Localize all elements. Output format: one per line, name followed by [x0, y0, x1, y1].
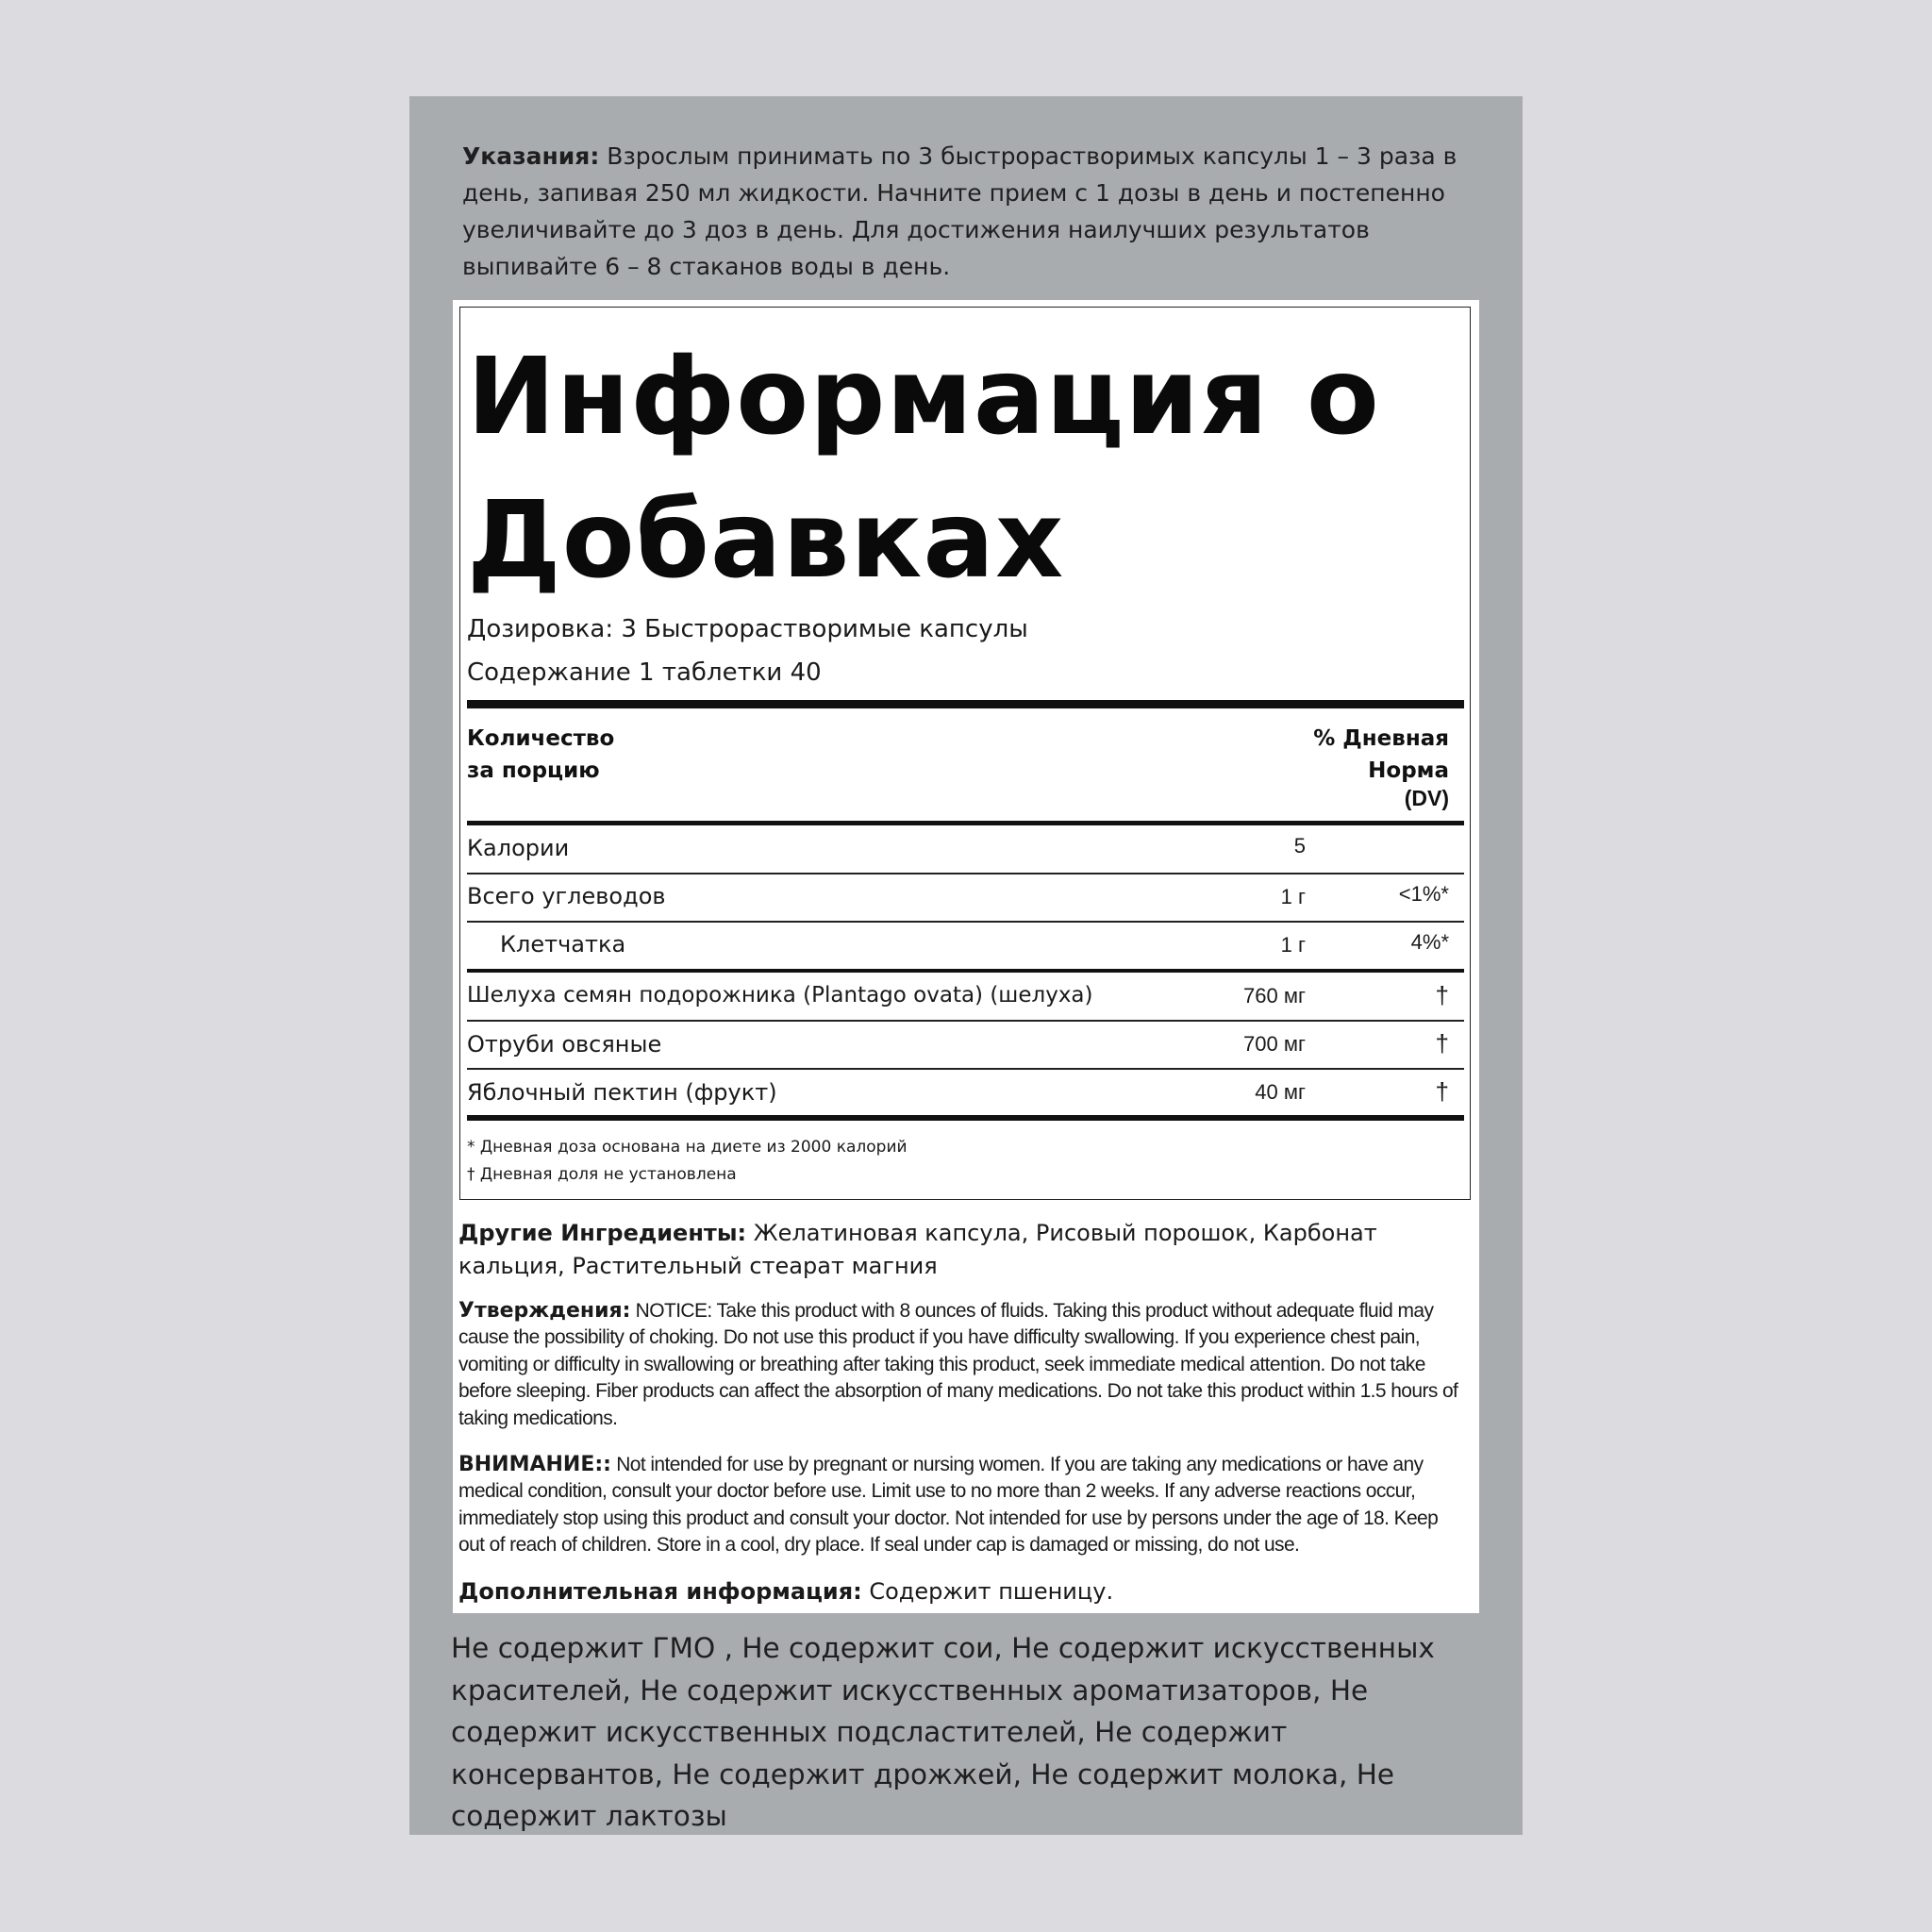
- row-divider: [467, 1020, 1464, 1022]
- section-rule: [467, 969, 1464, 973]
- ingredient-amount: 40 мг: [1255, 1080, 1306, 1104]
- row-divider: [467, 921, 1464, 923]
- serving-size: Дозировка: 3 Быстрорастворимые капсулы: [467, 615, 1028, 643]
- nutrient-amount: 5: [1293, 834, 1306, 858]
- ingredient-name: Яблочный пектин (фрукт): [467, 1079, 777, 1106]
- facts-title-line2: Добавках: [467, 479, 1065, 602]
- ingredient-dv: †: [1435, 981, 1449, 1009]
- other-ingredients-body: Желатиновая капсула, Рисовый порошок, Карбонат кальция, Растительный стеарат магния: [458, 1220, 1377, 1279]
- dv-header-line3: (DV): [1404, 786, 1449, 810]
- nutrient-name: Всего углеводов: [467, 883, 666, 909]
- other-ingredients-label: Другие Ингредиенты:: [458, 1220, 747, 1246]
- dv-header: [1313, 723, 1449, 809]
- nutrient-name: Калории: [467, 835, 570, 861]
- nutrient-amount: 1 г: [1280, 885, 1306, 908]
- ingredient-dv: †: [1435, 1077, 1449, 1106]
- dv-header-line2: Норма: [1368, 758, 1449, 783]
- facts-title: [467, 325, 1467, 612]
- servings-per-container: Содержание 1 таблетки 40: [467, 658, 822, 687]
- thick-rule: [467, 1115, 1464, 1121]
- footnote-dagger: † Дневная доля не установлена: [467, 1165, 737, 1184]
- ingredient-amount: 700 мг: [1243, 1032, 1306, 1056]
- nutrient-dv: 4%*: [1410, 930, 1449, 954]
- other-ingredients: [458, 1217, 1468, 1283]
- amount-header: [467, 723, 614, 787]
- warning: [458, 1452, 1468, 1559]
- amount-header-line1: Количество: [467, 726, 615, 751]
- facts-title-line1: Информация о: [467, 336, 1380, 458]
- medium-rule: [467, 821, 1464, 825]
- nutrient-amount: 1 г: [1280, 933, 1306, 957]
- warning-body: Not intended for use by pregnant or nursing women. If you are taking any medications or have any medical condition, consult your doctor before use. Limit use to no more than 2 weeks. If any adverse reactions occur, immediately stop using this product and consult your doctor. Not intended for use by persons under the age of 18. Keep out of reach of children. Store in a cool, dry place. If seal under cap is damaged or missing, do not use.: [458, 1454, 1439, 1557]
- nutrient-dv: <1%*: [1398, 882, 1449, 906]
- claims-label: Утверждения:: [458, 1299, 631, 1323]
- amount-header-line2: за порцию: [467, 758, 600, 783]
- additional-info-body: Содержит пшеницу.: [861, 1578, 1114, 1605]
- ingredient-name: Шелуха семян подорожника (Plantago ovata) (шелуха): [467, 983, 1093, 1008]
- footnote-daily-value: * Дневная доза основана на диете из 2000 калорий: [467, 1138, 908, 1157]
- ingredient-name: Отруби овсяные: [467, 1031, 662, 1058]
- nutrient-name: Клетчатка: [500, 931, 626, 958]
- ingredient-amount: 760 мг: [1243, 984, 1306, 1008]
- thick-rule: [467, 700, 1464, 708]
- claims: [458, 1298, 1468, 1432]
- claims-body: NOTICE: Take this product with 8 ounces of fluids. Taking this product without adequate fluid may cause the possibility of choking. Do not use this product if you have difficulty swallowing. If you experience chest pain, vomiting or difficulty in swallowing or breathing after taking this product, seek immediate medical attention. Do not take before sleeping. Fiber products can affect the absorption of many medications. Do not take this product within 1.5 hours of taking medications.: [458, 1300, 1458, 1429]
- directions-body: Взрослым принимать по 3 быстрорастворимых капсулы 1 – 3 раза в день, запивая 250 мл жидкости. Начните прием с 1 дозы в день и постепенно увеличивайте до 3 доз в день. Для достижения наилучших результатов выпивайте 6 – 8 стаканов воды в день.: [462, 142, 1457, 280]
- row-divider: [467, 1068, 1464, 1070]
- free-from-statement: Не содержит ГМО , Не содержит сои, Не содержит искусственных красителей, Не содержит искусственных ароматизаторов, Не содержит искусственных подсластителей, Не содержит консервантов, Не содержит дрожжей, Не содержит молока, Не содержит лактозы: [451, 1632, 1435, 1832]
- directions-label: Указания:: [462, 142, 600, 170]
- additional-info-label: Дополнительная информация:: [458, 1578, 862, 1605]
- dv-header-line1: % Дневная: [1313, 726, 1449, 751]
- row-divider: [467, 873, 1464, 874]
- ingredient-dv: †: [1435, 1029, 1449, 1058]
- warning-label: ВНИМАНИЕ::: [458, 1453, 611, 1476]
- additional-info: [458, 1575, 1468, 1608]
- directions-text: [462, 138, 1472, 285]
